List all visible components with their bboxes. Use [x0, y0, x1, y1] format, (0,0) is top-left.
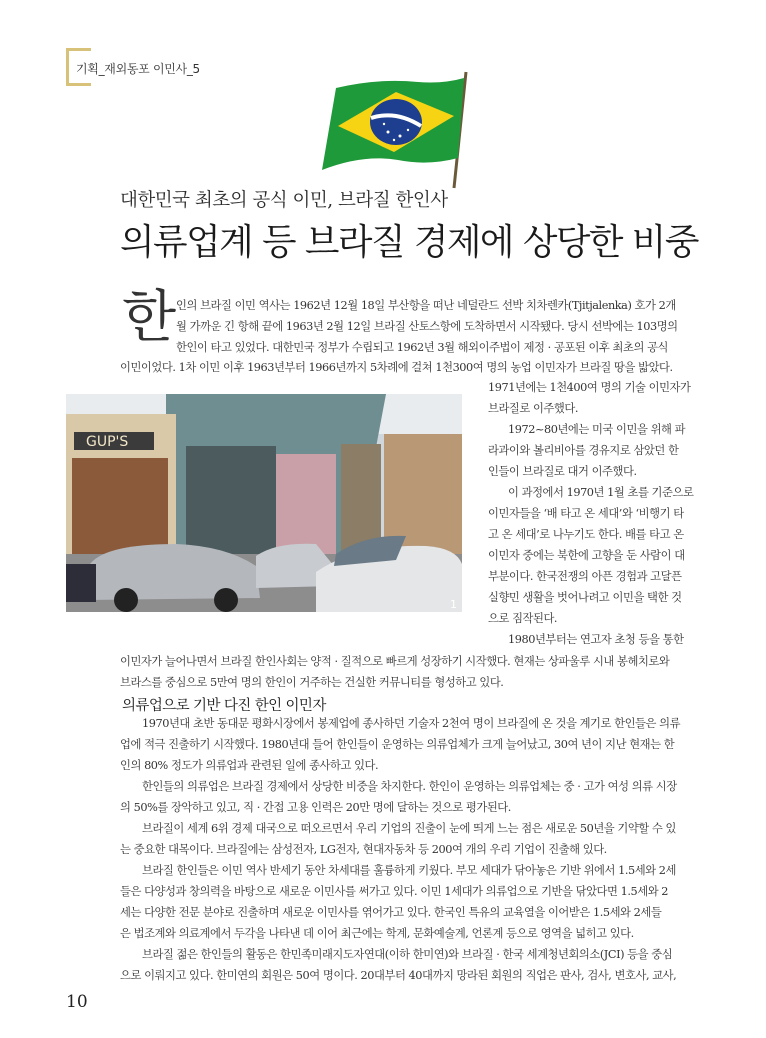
side-line: 으로 짐작된다. — [488, 612, 558, 625]
drop-cap: 한 — [122, 285, 177, 350]
side-line: 고 온 세대’로 나누기도 한다. 배를 타고 온 — [488, 528, 684, 541]
street-photo — [66, 394, 462, 612]
section-heading: 의류업으로 기반 다진 한인 이민자 — [122, 698, 326, 714]
body-line: 1970년대 초반 동대문 평화시장에서 봉제업에 종사하던 기술자 2천여 명이 브라질에 온 것을 계기로 한인들은 의류 — [142, 717, 681, 730]
header-text: 기획_재외동포 이민사_5 — [76, 62, 200, 76]
intro-line: 인의 브라질 이민 역사는 1962년 12월 18일 부산항을 떠난 네덜란드 선박 치차렌카(Tjitjalenka) 호가 2개 — [176, 299, 676, 312]
page-number: 10 — [66, 992, 88, 1012]
body-line: 은 법조계와 의료계에서 두각을 나타낸 데 이어 최근에는 학계, 문화예술계, 언론계 등으로 영역을 넓히고 있다. — [120, 927, 634, 940]
body-line: 세는 다양한 전문 분야로 진출하며 새로운 이민사를 엮어가고 있다. 한국인 특유의 교육열을 이어받은 1.5세와 2세들 — [120, 906, 662, 919]
photo-marker: 1 — [450, 598, 457, 611]
brazil-flag-image — [318, 70, 478, 190]
body-line: 한인들의 의류업은 브라질 경제에서 상당한 비중을 차지한다. 한인이 운영하는 의류업체는 중 · 고가 여성 의류 시장 — [142, 780, 677, 793]
body-line: 이민자가 늘어나면서 브라질 한인사회는 양적 · 질적으로 빠르게 성장하기 시작했다. 현재는 상파울루 시내 봉헤치로와 — [120, 655, 670, 668]
body-line: 브라스를 중심으로 5만여 명의 한인이 거주하는 건실한 커뮤니티를 형성하고 있다. — [120, 676, 504, 689]
side-line: 인들이 브라질로 대거 이주했다. — [488, 465, 637, 478]
side-line: 1971년에는 1천400여 명의 기술 이민자가 — [488, 381, 691, 394]
article-title: 의류업계 등 브라질 경제에 상당한 비중 — [120, 222, 698, 263]
body-line: 의 50%를 장악하고 있고, 직 · 간접 고용 인력은 20만 명에 달하는 것으로 평가된다. — [120, 801, 511, 814]
side-line: 1980년부터는 연고자 초청 등을 통한 — [508, 633, 684, 646]
intro-line: 한인이 타고 있었다. 대한민국 정부가 수립되고 1962년 3월 해외이주법이 제정 · 공포된 이후 최초의 공식 — [176, 341, 668, 354]
body-line: 들은 다양성과 창의력을 바탕으로 새로운 이민사를 써가고 있다. 이민 1세대가 의류업으로 기반을 닦았다면 1.5세와 2 — [120, 885, 669, 898]
side-line: 브라질로 이주했다. — [488, 402, 578, 415]
side-line: 부분이다. 한국전쟁의 아픈 경험과 고달픈 — [488, 570, 682, 583]
side-line: 라과이와 볼리비아를 경유지로 삼았던 한 — [488, 444, 679, 457]
side-line: 실향민 생활을 벗어나려고 이민을 택한 것 — [488, 591, 682, 604]
body-line: 는 중요한 대목이다. 브라질에는 삼성전자, LG전자, 현대자동차 등 200여 개의 우리 기업이 진출해 있다. — [120, 843, 607, 856]
body-line: 으로 이뤄지고 있다. 한미연의 회원은 50여 명이다. 20대부터 40대까지 망라된 회원의 직업은 판사, 검사, 변호사, 교사, — [120, 969, 677, 982]
body-line: 브라질 젊은 한인들의 활동은 한민족미래지도자연대(이하 한미연)와 브라질 · 한국 세계청년회의소(JCI) 등을 중심 — [142, 948, 673, 961]
side-line: 이 과정에서 1970년 1월 초를 기준으로 — [508, 486, 694, 499]
article-subtitle: 대한민국 최초의 공식 이민, 브라질 한인사 — [120, 190, 448, 211]
intro-line: 이민이었다. 1차 이민 이후 1963년부터 1966년까지 5차례에 걸쳐 1천300여 명의 농업 이민자가 브라질 땅을 밟았다. — [120, 361, 673, 374]
body-line: 브라질이 세계 6위 경제 대국으로 떠오르면서 우리 기업의 진출이 눈에 띄게 느는 점은 새로운 50년을 기약할 수 있 — [142, 822, 676, 835]
section-header — [66, 48, 200, 82]
store-sign: GUP'S — [86, 434, 129, 450]
body-line: 업에 적극 진출하기 시작했다. 1980년대 들어 한인들이 운영하는 의류업체가 크게 늘어났고, 30여 년이 지난 현재는 한 — [120, 738, 675, 751]
side-line: 이민자 중에는 북한에 고향을 둔 사람이 대 — [488, 549, 685, 562]
body-line: 브라질 한인들은 이민 역사 반세기 동안 차세대를 훌륭하게 키웠다. 부모 세대가 닦아놓은 기반 위에서 1.5세와 2세 — [142, 864, 676, 877]
body-line: 인의 80% 정도가 의류업과 관련된 일에 종사하고 있다. — [120, 759, 379, 772]
side-line: 이민자들을 ‘배 타고 온 세대’와 ‘비행기 타 — [488, 507, 684, 520]
intro-line: 월 가까운 긴 항해 끝에 1963년 2월 12일 브라질 산토스항에 도착하면서 시작됐다. 당시 선박에는 103명의 — [176, 320, 678, 333]
side-line: 1972~80년에는 미국 이민을 위해 파 — [508, 423, 686, 436]
